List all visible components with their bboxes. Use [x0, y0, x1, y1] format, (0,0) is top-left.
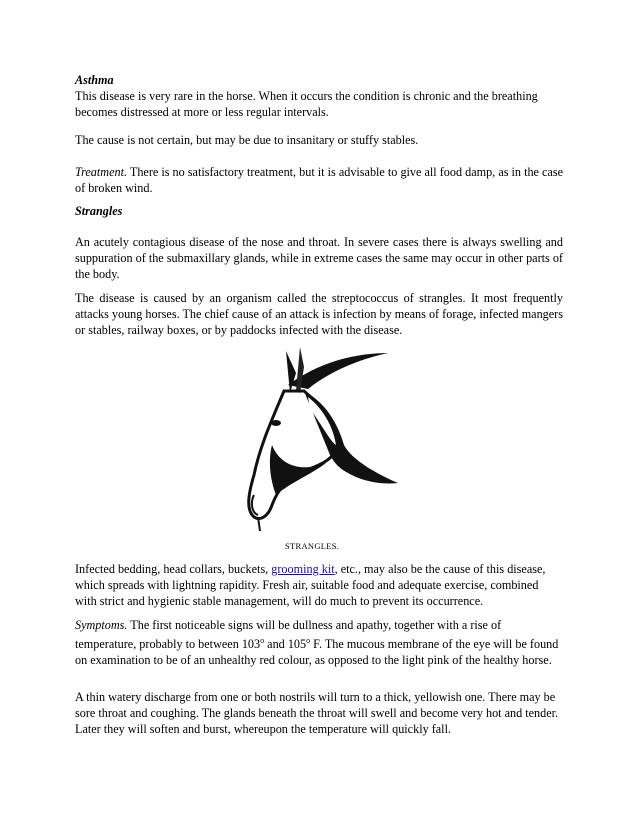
strangles-paragraph-1: An acutely contagious disease of the nose and throat. In severe cases there is always swelling and suppuration of the submaxillary glands, while in extreme cases the same may occur in other parts of the body.: [75, 235, 563, 281]
figure-caption: STRANGLES.: [285, 541, 340, 551]
symptoms-text-c: F. The mucous membrane of the eye will be found on examination to be of an unhealthy red colour, as opposed to the light pink of the healthy horse.: [75, 637, 559, 668]
infection-text-end: , etc., may also be the cause of this disease, which spreads with lightning rapidity. Fresh air, suitable food and adequate exercise, combined with strict and hygienic stable management, will do much to prevent its occurrence.: [75, 562, 546, 608]
horse-head-icon: [230, 345, 410, 533]
strangles-intro: [75, 234, 563, 282]
symptoms-text-a: The first noticeable signs will be dullness and apathy, together with a rise of temperature, probably to between 103: [75, 618, 502, 652]
symptoms-label: Symptoms.: [75, 618, 128, 632]
degree-mark-2: o: [306, 636, 311, 645]
strangles-section: [75, 203, 563, 219]
treatment-label: Treatment.: [75, 165, 128, 179]
infection-text: [75, 561, 563, 609]
symptoms-text-b: and 105: [264, 637, 307, 652]
discharge-text: A thin watery discharge from one or both nostrils will turn to a thick, yellowish one. There may be sore throat and coughing. The glands beneath the throat will swell and become very hot and tender. Later they will soften and burst, whereupon the temperature will quickly fall.: [75, 690, 559, 736]
asthma-paragraph-1: This disease is very rare in the horse. When it occurs the condition is chronic and the breathing becomes distressed at more or less regular intervals.: [75, 89, 538, 119]
grooming-kit-link[interactable]: grooming kit: [271, 562, 335, 576]
asthma-heading: Asthma: [75, 73, 114, 87]
asthma-paragraph-2: The cause is not certain, but may be due to insanitary or stuffy stables.: [75, 133, 419, 147]
strangles-heading: Strangles: [75, 204, 123, 218]
strangles-paragraph-2: The disease is caused by an organism called the streptococcus of strangles. It most frequently attacks young horses. The chief cause of an attack is infection by means of forage, infected mangers or stables, railway boxes, or by paddocks infected with the disease.: [75, 291, 563, 337]
infection-paragraph: [75, 561, 563, 609]
asthma-section: [75, 72, 563, 120]
asthma-treatment: [75, 164, 563, 196]
symptoms-paragraph: [75, 617, 563, 668]
discharge-paragraph: [75, 689, 563, 737]
horse-head-illustration: [230, 345, 410, 533]
degree-mark-1: o: [260, 636, 265, 645]
infection-text-start: Infected bedding, head collars, buckets,: [75, 562, 272, 576]
asthma-treatment-paragraph: [75, 164, 563, 196]
asthma-cause: [75, 132, 563, 148]
treatment-text: There is no satisfactory treatment, but it is advisable to give all food damp, as in the case of broken wind.: [75, 165, 563, 195]
strangles-cause: [75, 290, 563, 338]
symptoms-text: [75, 617, 563, 668]
